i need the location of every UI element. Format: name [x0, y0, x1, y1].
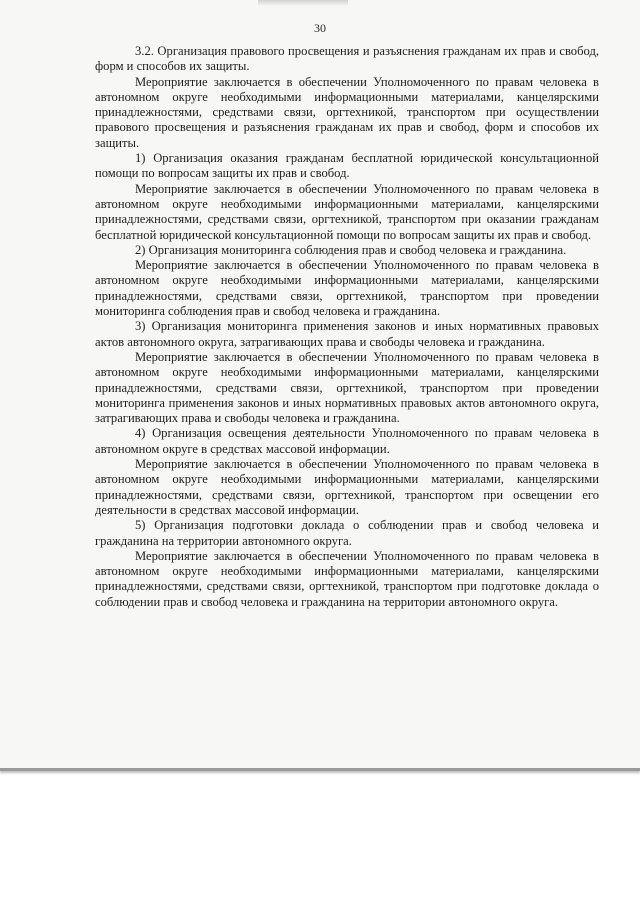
- page-number: 30: [314, 21, 326, 35]
- list-item-4-heading: 4) Организация освещения деятельности Уполномоченного по правам человека в автономном округе в средствах массовой информации.: [95, 426, 599, 456]
- list-item-2-heading: 2) Организация мониторинга соблюдения прав и свобод человека и гражданина.: [135, 242, 567, 257]
- document-body: [95, 44, 599, 610]
- paragraph-measure-description: Мероприятие заключается в обеспечении Уполномоченного по правам человека в автономном округе необходимыми информационными материалами, канцелярскими принадлежностями, средствами связи, оргтехникой, транспортом при осуществлении правового просвещения и разъяснения гражданам их прав и свобод, форм и способов их защиты.: [95, 74, 599, 150]
- scan-artifact: [258, 0, 348, 6]
- section-heading-3-2: 3.2. Организация правового просвещения и разъяснения гражданам их прав и свобод, форм и способов их защиты.: [95, 44, 599, 74]
- paragraph-measure-description: Мероприятие заключается в обеспечении Уполномоченного по правам человека в автономном округе необходимыми информационными материалами, канцелярскими принадлежностями, средствами связи, оргтехникой, транспортом при оказании гражданам бесплатной юридической консультационной помощи по вопросам защиты их прав и свобод.: [95, 181, 599, 242]
- paragraph-measure-description: Мероприятие заключается в обеспечении Уполномоченного по правам человека в автономном округе необходимыми информационными материалами, канцелярскими принадлежностями, средствами связи, оргтехникой, транспортом при освещении его деятельности в средствах массовой информации.: [95, 457, 599, 517]
- list-item-1-heading: 1) Организация оказания гражданам бесплатной юридической консультационной помощи по вопросам защиты их прав и свобод.: [95, 151, 599, 181]
- paragraph-measure-description: Мероприятие заключается в обеспечении Уполномоченного по правам человека в автономном округе необходимыми информационными материалами, канцелярскими принадлежностями, средствами связи, оргтехникой, транспортом при подготовке доклада о соблюдении прав и свобод человека и гражданина на территории автономного округа.: [95, 548, 599, 609]
- paragraph-measure-description: Мероприятие заключается в обеспечении Уполномоченного по правам человека в автономном округе необходимыми информационными материалами, канцелярскими принадлежностями, средствами связи, оргтехникой, транспортом при проведении мониторинга соблюдения прав и свобод человека и гражданина.: [95, 258, 599, 319]
- list-item-3-heading: 3) Организация мониторинга применения законов и иных нормативных правовых актов автономного округа, затрагивающих права и свободы человека и гражданина.: [95, 319, 599, 349]
- list-item-5-heading: 5) Организация подготовки доклада о соблюдении прав и свобод человека и гражданина на территории автономного округа.: [95, 518, 599, 548]
- paragraph-measure-description: Мероприятие заключается в обеспечении Уполномоченного по правам человека в автономном округе необходимыми информационными материалами, канцелярскими принадлежностями, средствами связи, оргтехникой, транспортом при проведении мониторинга применения законов и иных нормативных правовых актов автономного округа, затрагивающих права и свободы человека и гражданина.: [95, 349, 599, 426]
